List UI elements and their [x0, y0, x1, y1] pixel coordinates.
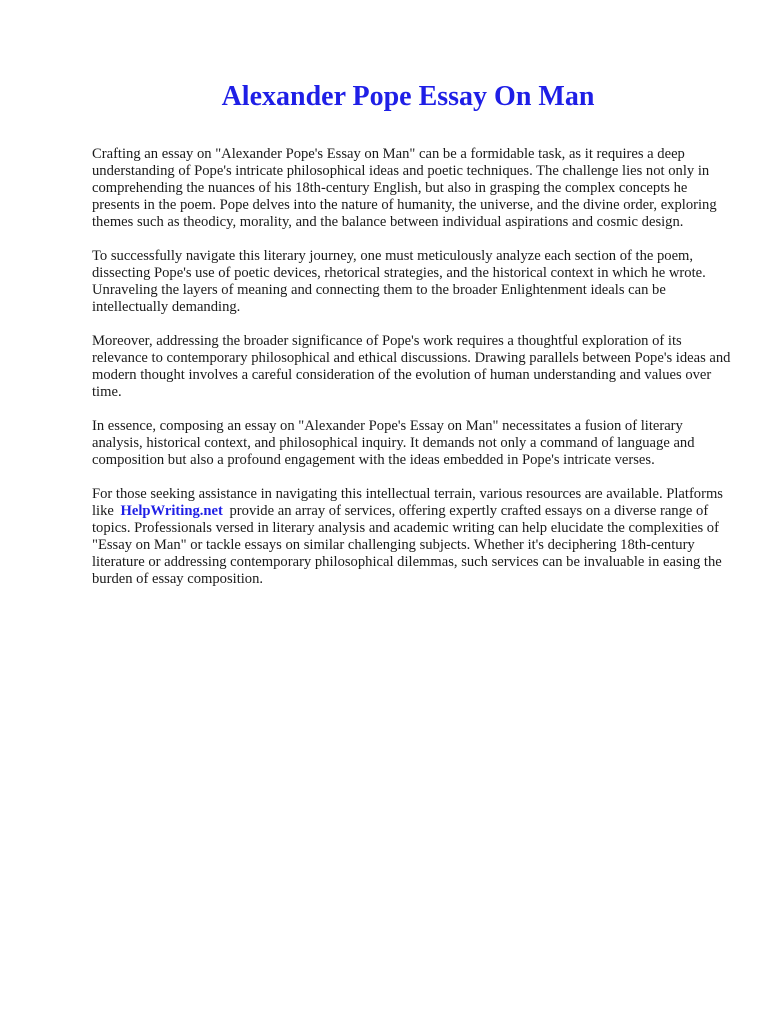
paragraph-5: [92, 486, 732, 588]
helpwriting-link[interactable]: HelpWriting.net: [120, 503, 223, 519]
paragraph-1: Crafting an essay on "Alexander Pope's Essay on Man" can be a formidable task, as it requires a deep understanding of Pope's intricate philosophical ideas and poetic techniques. The challenge lies not only in comprehending the nuances of his 18th-century English, but also in grasping the complex concepts he presents in the poem. Pope delves into the nature of humanity, the universe, and the divine order, exploring themes such as theodicy, morality, and the balance between individual aspirations and cosmic design.: [92, 146, 717, 230]
document-body: [92, 146, 732, 605]
paragraph-4: In essence, composing an essay on "Alexander Pope's Essay on Man" necessitates a fusion of literary analysis, historical context, and philosophical inquiry. It demands not only a command of language and composition but also a profound engagement with the ideas embedded in Pope's intricate verses.: [92, 418, 695, 468]
paragraph-5-before-link: For those seeking assistance in navigating this intellectual terrain, various resources are available. Platforms like: [92, 486, 723, 519]
page-title: Alexander Pope Essay On Man: [221, 81, 595, 112]
paragraph-3: Moreover, addressing the broader significance of Pope's work requires a thoughtful exploration of its relevance to contemporary philosophical and ethical discussions. Drawing parallels between Pope's ideas and modern thought involves a careful consideration of the evolution of human understanding and values over time.: [92, 333, 731, 400]
paragraph-5-after-link: provide an array of services, offering expertly crafted essays on a diverse range of topics. Professionals versed in literary analysis and academic writing can help elucidate the complexities of "Essay on Man" or tackle essays on similar challenging subjects. Whether it's deciphering 18th-century literature or addressing contemporary philosophical dilemmas, such services can be invaluable in easing the burden of essay composition.: [92, 503, 722, 587]
paragraph-2: To successfully navigate this literary journey, one must meticulously analyze each section of the poem, dissecting Pope's use of poetic devices, rhetorical strategies, and the historical context in which he wrote. Unraveling the layers of meaning and connecting them to the broader Enlightenment ideals can be intellectually demanding.: [92, 248, 706, 315]
